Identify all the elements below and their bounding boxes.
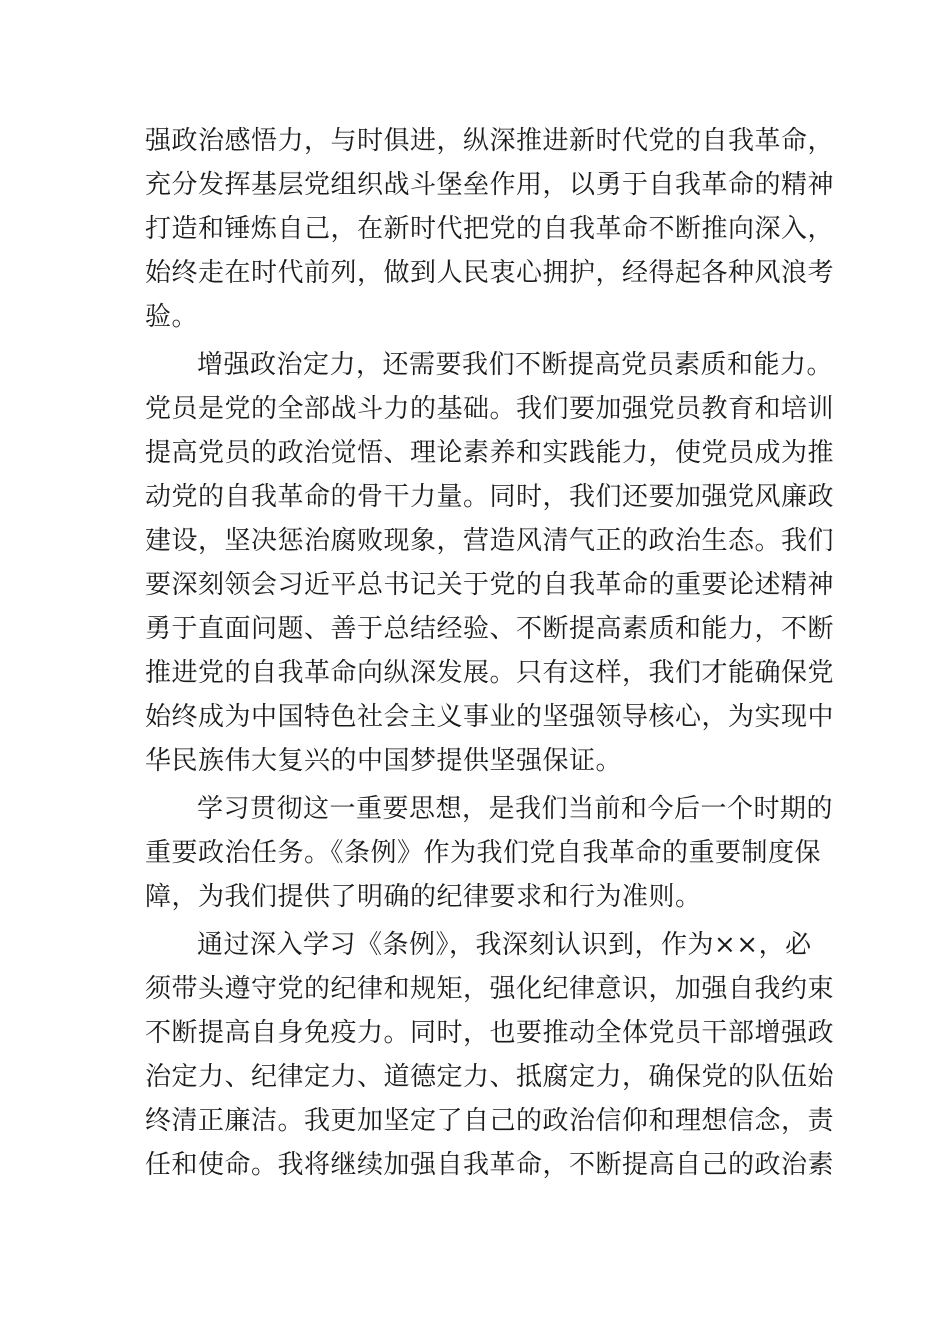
text-line: 华民族伟大复兴的中国梦提供坚强保证。 [145,746,623,776]
text-line: 终清正廉洁。我更加坚定了自己的政治信仰和理想信念，责 [145,1106,835,1136]
text-line: 任和使命。我将继续加强自我革命，不断提高自己的政治素 [145,1150,835,1180]
text-line: 充分发挥基层党组织战斗堡垒作用，以勇于自我革命的精神 [145,170,835,200]
text-line: 打造和锤炼自己，在新时代把党的自我革命不断推向深入， [145,214,835,244]
text-line: 勇于直面问题、善于总结经验、不断提高素质和能力，不断 [145,614,835,644]
text-line: 须带头遵守党的纪律和规矩，强化纪律意识，加强自我约束 [145,974,835,1004]
text-line: 验。 [145,302,199,332]
text-line: 动党的自我革命的骨干力量。同时，我们还要加强党风廉政 [145,482,835,512]
text-line: 不断提高自身免疫力。同时，也要推动全体党员干部增强政 [145,1018,835,1048]
text-line: 党员是党的全部战斗力的基础。我们要加强党员教育和培训 [145,394,835,424]
paragraph-first-line: 增强政治定力，还需要我们不断提高党员素质和能力。 [197,350,834,380]
text-line: 始终成为中国特色社会主义事业的坚强领导核心，为实现中 [145,702,835,732]
text-line: 重要政治任务。《条例》作为我们党自我革命的重要制度保 [145,838,822,868]
text-line: 强政治感悟力，与时俱进，纵深推进新时代党的自我革命， [145,126,835,156]
paragraph-first-line: 通过深入学习《条例》，我深刻认识到，作为××，必 [197,930,812,960]
text-line: 建设，坚决惩治腐败现象，营造风清气正的政治生态。我们 [145,526,835,556]
text-line: 推进党的自我革命向纵深发展。只有这样，我们才能确保党 [145,658,835,688]
text-line: 要深刻领会习近平总书记关于党的自我革命的重要论述精神 [145,570,835,600]
paragraph-first-line: 学习贯彻这一重要思想，是我们当前和今后一个时期的 [197,794,834,824]
text-line: 治定力、纪律定力、道德定力、抵腐定力，确保党的队伍始 [145,1062,835,1092]
text-line: 障，为我们提供了明确的纪律要求和行为准则。 [145,882,702,912]
text-line: 提高党员的政治觉悟、理论素养和实践能力，使党员成为推 [145,438,835,468]
text-line: 始终走在时代前列，做到人民衷心拥护，经得起各种风浪考 [145,258,835,288]
